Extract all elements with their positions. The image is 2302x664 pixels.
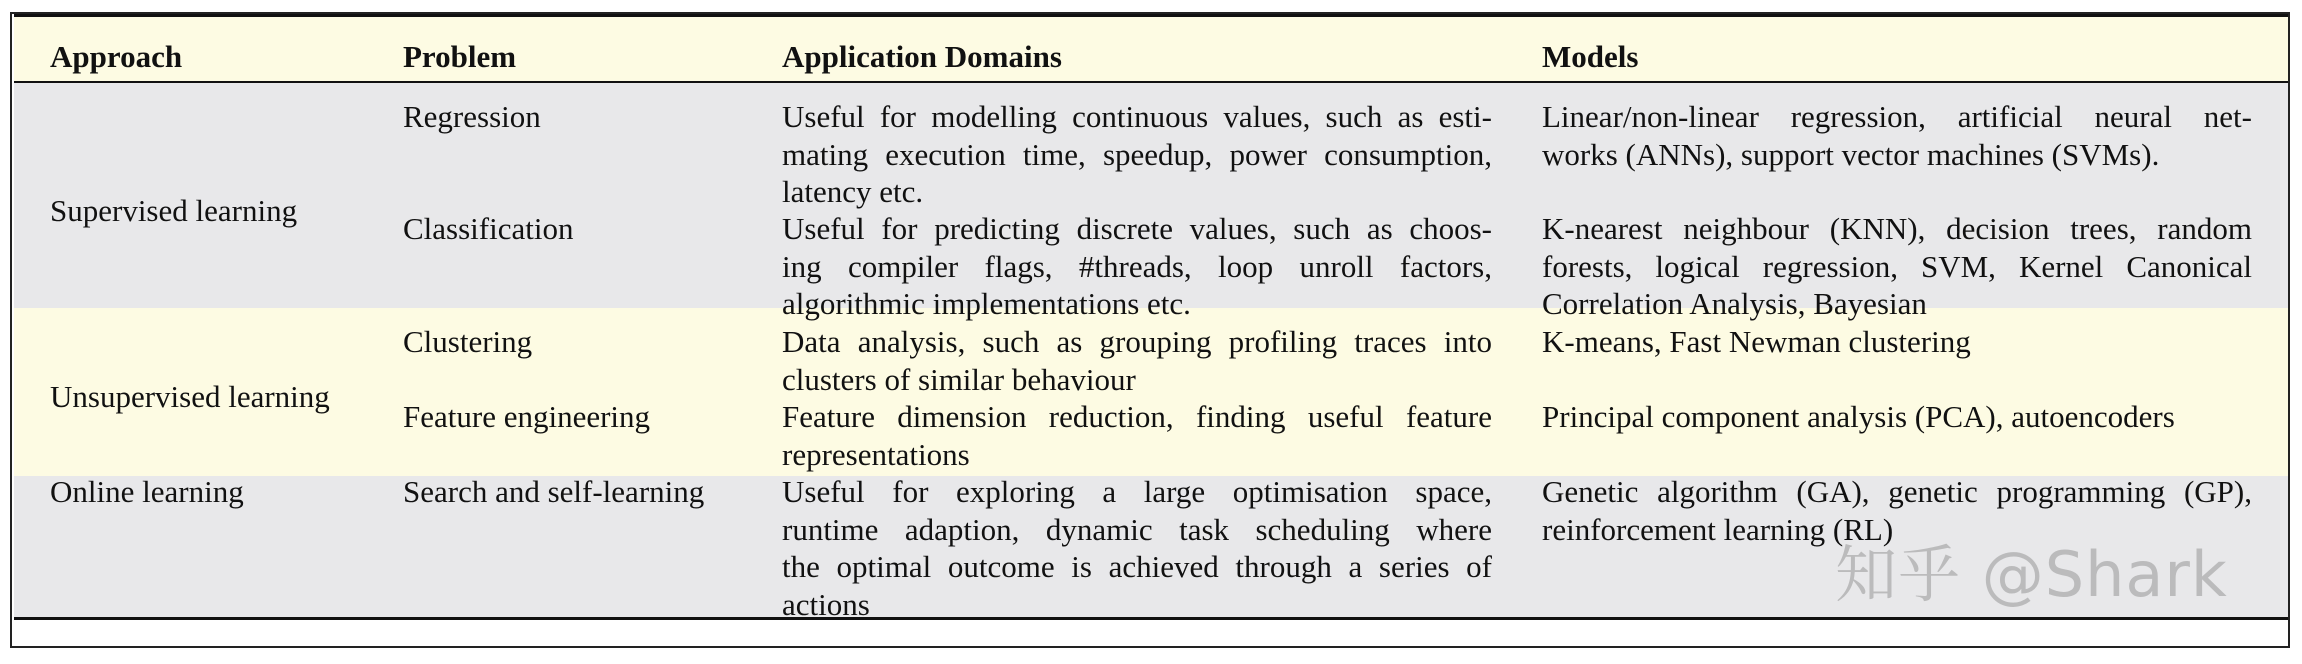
models-line: works (ANNs), support vector machines (SVMs). bbox=[1542, 136, 2160, 172]
models-line: Linear/non-linear regression, artificial neural net- bbox=[1542, 99, 2252, 134]
approach-online: Online learning bbox=[50, 474, 244, 509]
domain-line: ing compiler flags, #threads, loop unroll factors, bbox=[782, 248, 1492, 284]
domain-line: Feature dimension reduction, finding useful feature bbox=[782, 399, 1492, 434]
models-line: Correlation Analysis, Bayesian bbox=[1542, 286, 1927, 321]
header-problem: Problem bbox=[403, 39, 517, 74]
models-line: K-nearest neighbour (KNN), decision trees, random bbox=[1542, 211, 2252, 246]
problem-regression: Regression bbox=[403, 99, 541, 134]
models-clustering: K-means, Fast Newman clustering bbox=[1542, 324, 1971, 359]
domain-clustering bbox=[782, 323, 1492, 398]
domain-line: Data analysis, such as grouping profiling traces into bbox=[782, 324, 1492, 359]
models-feature-engineering: Principal component analysis (PCA), autoencoders bbox=[1542, 399, 2175, 434]
domain-line: latency etc. bbox=[782, 174, 924, 209]
approach-supervised: Supervised learning bbox=[50, 193, 298, 228]
header-models: Models bbox=[1542, 39, 1639, 74]
domain-feature-engineering bbox=[782, 398, 1492, 473]
problem-clustering: Clustering bbox=[403, 324, 533, 359]
domain-line: actions bbox=[782, 586, 870, 622]
domain-regression bbox=[782, 98, 1492, 211]
header-approach: Approach bbox=[50, 39, 183, 74]
domain-line: runtime adaption, dynamic task scheduling where bbox=[782, 511, 1492, 547]
approach-unsupervised: Unsupervised learning bbox=[50, 379, 330, 414]
domain-classification bbox=[782, 210, 1492, 323]
models-line: reinforcement learning (RL) bbox=[1542, 511, 1894, 547]
domain-line: clusters of similar behaviour bbox=[782, 361, 1136, 397]
domain-line: algorithmic implementations etc. bbox=[782, 286, 1191, 321]
top-rule bbox=[14, 14, 2288, 17]
problem-classification: Classification bbox=[403, 211, 574, 246]
models-line: Genetic algorithm (GA), genetic programming (GP), bbox=[1542, 474, 2252, 509]
models-line: forests, logical regression, SVM, Kernel Canonical bbox=[1542, 248, 2252, 284]
models-classification bbox=[1542, 210, 2252, 323]
problem-feature-engineering: Feature engineering bbox=[403, 399, 651, 434]
header-domains: Application Domains bbox=[782, 39, 1062, 74]
domain-line: mating execution time, speedup, power consumption, bbox=[782, 136, 1492, 172]
header-band bbox=[14, 17, 2288, 81]
domain-line: the optimal outcome is achieved through a series of bbox=[782, 549, 1492, 584]
models-regression bbox=[1542, 98, 2252, 173]
domain-search bbox=[782, 473, 1492, 623]
header-rule bbox=[14, 81, 2288, 83]
domain-line: representations bbox=[782, 436, 970, 472]
problem-search: Search and self-learning bbox=[403, 474, 705, 509]
domain-line: Useful for predicting discrete values, such as choos- bbox=[782, 211, 1492, 246]
domain-line: Useful for exploring a large optimisation space, bbox=[782, 474, 1492, 509]
domain-line: Useful for modelling continuous values, such as esti- bbox=[782, 99, 1492, 134]
watermark: 知乎 @Shark bbox=[1835, 538, 2228, 611]
